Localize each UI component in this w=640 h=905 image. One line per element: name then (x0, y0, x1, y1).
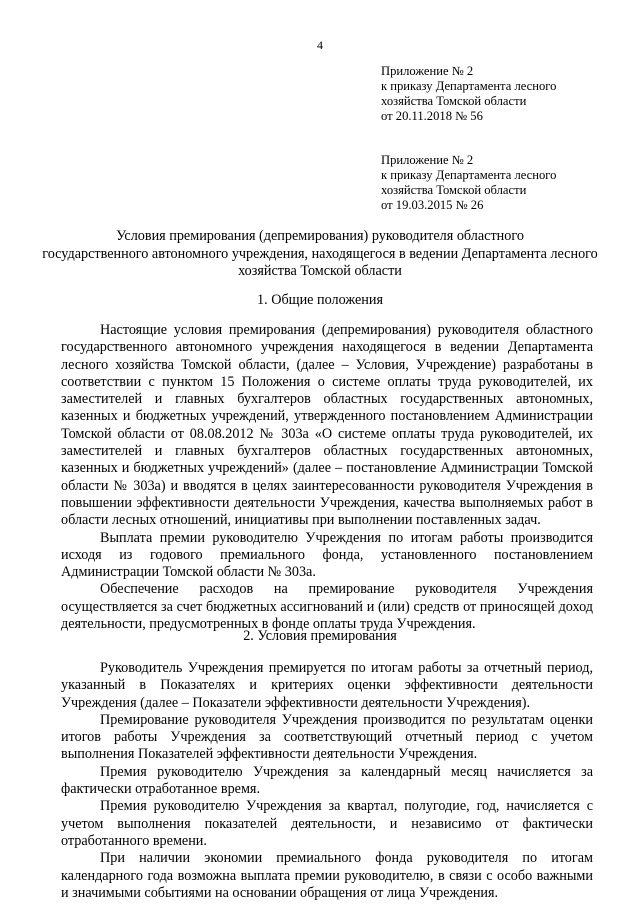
appendix-line: от 20.11.2018 № 56 (381, 109, 483, 123)
title-line: государственного автономного учреждения, находящегося в ведении Департамента лесного (42, 245, 598, 262)
appendix-line: к приказу Департамента лесного (381, 168, 557, 182)
appendix-line: хозяйства Томской области (381, 183, 527, 197)
appendix-block-current (381, 64, 556, 124)
document-title (40, 228, 600, 281)
paragraph: Настоящие условия премирования (депремирования) руководителя областного государственного автономного учреждения находящегося в ведении Департамента лесного хозяйства Томской области, (далее – Условия, Учреждение) разработаны в соответствии с пунктом 15 Положения о системе оплаты труда руководителей, их заместителей и главных бухгалтеров областных государственных автономных, казенных и бюджетных учреждений, утвержденного постановлением Администрации Томской области от 08.08.2012 № 303а «О системе оплаты труда руководителей, их заместителей и главных бухгалтеров областных государственных автономных, казенных и бюджетных учреждений» (далее – постановление Администрации Томской области № 303а) и вводятся в целях заинтересованности руководителя Учреждения в повышении эффективности деятельности Учреждения, качества выполняемых работ в области лесных отношений, инициативы при выполнении поставленных задач. (61, 322, 593, 529)
section-body-conditions (61, 660, 593, 902)
appendix-line: от 19.03.2015 № 26 (381, 198, 484, 212)
paragraph: Руководитель Учреждения премируется по итогам работы за отчетный период, указанный в Показателях и критериях оценки эффективности деятельности Учреждения (далее – Показатели эффективности деятельности Учреждения). (61, 660, 593, 711)
appendix-line: Приложение № 2 (381, 153, 474, 167)
section-heading-general: 1. Общие положения (257, 292, 383, 308)
appendix-line: Приложение № 2 (381, 64, 474, 78)
paragraph: Премия руководителю Учреждения за квартал, полугодие, год, начисляется с учетом выполнения показателей деятельности, и независимо от фактически отработанного времени. (61, 798, 593, 849)
title-line: Условия премирования (депремирования) руководителя областного (116, 228, 524, 244)
paragraph: При наличии экономии премиального фонда руководителя по итогам календарного года возможна выплата премии руководителю, в связи с особо важными и значимыми событиями на основании обращения от лица Учреждения. (61, 850, 593, 901)
title-line: хозяйства Томской области (238, 263, 402, 279)
paragraph: Выплата премии руководителю Учреждения по итогам работы производится исходя из годового премиального фонда, установленного постановлением Администрации Томской области № 303а. (61, 529, 593, 581)
appendix-line: к приказу Департамента лесного (381, 79, 557, 93)
page-number: 4 (317, 38, 323, 52)
paragraph: Обеспечение расходов на премирование руководителя Учреждения осуществляется за счет бюджетных ассигнований и (или) средств от приносящей доход деятельности, предусмотренных в фонде оплаты труда Учреждения. (61, 581, 593, 633)
section-body-general (61, 322, 593, 633)
paragraph: Премия руководителю Учреждения за календарный месяц начисляется за фактически отработанное время. (61, 763, 593, 798)
appendix-line: хозяйства Томской области (381, 94, 527, 108)
section-heading-conditions: 2. Условия премирования (243, 628, 397, 644)
paragraph: Премирование руководителя Учреждения производится по результатам оценки итогов работы Учреждения за соответствующий отчетный период с учетом выполнения Показателей эффективности деятельности Учреждения. (61, 711, 593, 763)
appendix-block-original (381, 153, 556, 213)
